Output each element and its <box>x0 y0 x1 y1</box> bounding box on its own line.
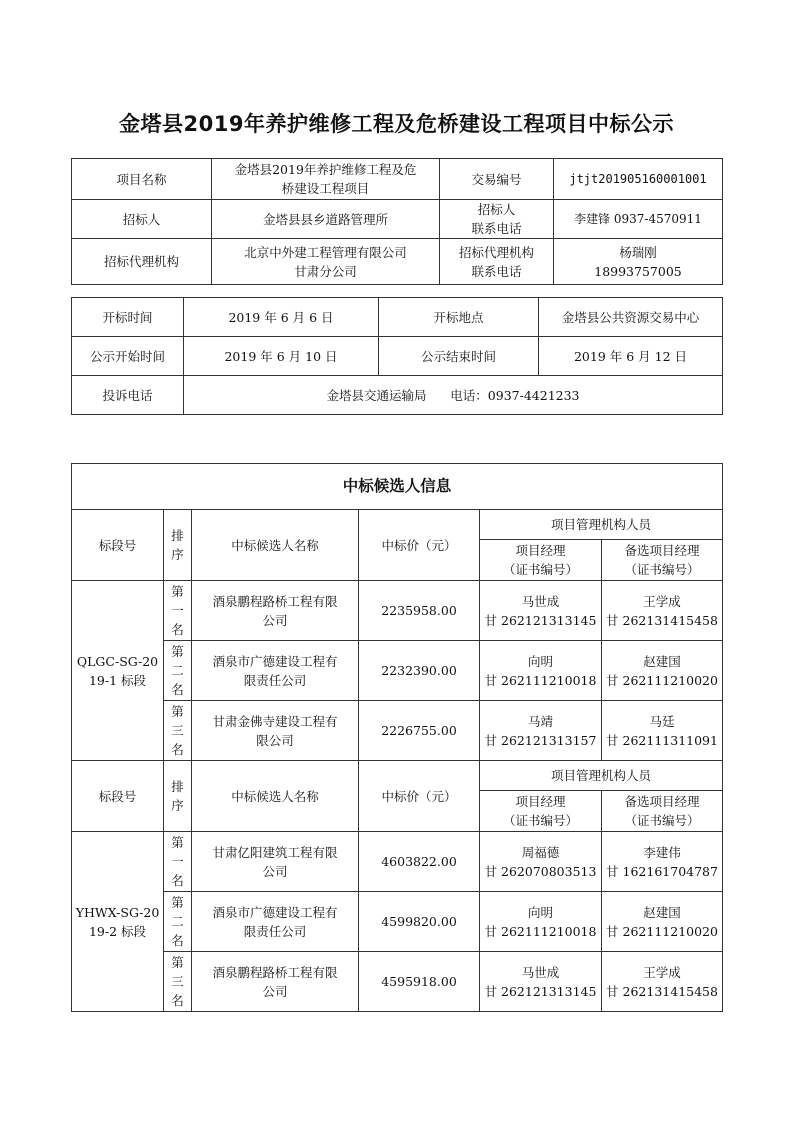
open-time-label: 开标时间 <box>72 298 184 337</box>
project-name-value: 金塔县2019年养护维修工程及危 桥建设工程项目 <box>212 159 440 200</box>
candidate-name: 酒泉鹏程路桥工程有限 公司 <box>192 952 359 1012</box>
agency-value: 北京中外建工程管理有限公司 甘肃分公司 <box>212 239 440 285</box>
project-manager: 向明 甘 262111210018 <box>480 892 602 952</box>
tenderer-row <box>72 200 723 239</box>
header-staff: 项目管理机构人员 <box>480 510 723 540</box>
header-price: 中标价（元） <box>359 510 480 581</box>
tenderer-phone-value: 李建锋 0937-4570911 <box>554 200 723 239</box>
open-place-label: 开标地点 <box>379 298 539 337</box>
agency-phone-label: 招标代理机构 联系电话 <box>440 239 554 285</box>
alt-project-manager: 李建伟 甘 162161704787 <box>602 832 723 892</box>
open-time-row <box>72 298 723 337</box>
alt-project-manager: 赵建国 甘 262111210020 <box>602 892 723 952</box>
candidate-name: 酒泉市广德建设工程有 限责任公司 <box>192 892 359 952</box>
table-row <box>72 832 723 892</box>
table-row <box>72 581 723 641</box>
alt-project-manager: 赵建国 甘 262111210020 <box>602 641 723 701</box>
bid-price: 4603822.00 <box>359 832 480 892</box>
complaint-value: 金塔县交通运输局 电话：0937-4421233 <box>184 376 723 415</box>
agency-row <box>72 239 723 285</box>
rank-cell: 第 一 名 <box>164 832 192 892</box>
notice-start-value: 2019 年 6 月 10 日 <box>184 337 379 376</box>
candidates-table <box>71 463 723 1012</box>
candidate-name: 酒泉市广德建设工程有 限责任公司 <box>192 641 359 701</box>
section2-header-row-1 <box>72 761 723 791</box>
open-time-value: 2019 年 6 月 6 日 <box>184 298 379 337</box>
header-manager: 项目经理 （证书编号） <box>480 791 602 832</box>
table-row <box>72 892 723 952</box>
rank-cell: 第 一 名 <box>164 581 192 641</box>
project-manager: 马世成 甘 262121313145 <box>480 952 602 1012</box>
tenderer-value: 金塔县县乡道路管理所 <box>212 200 440 239</box>
notice-end-value: 2019 年 6 月 12 日 <box>539 337 723 376</box>
rank-cell: 第 三 名 <box>164 952 192 1012</box>
header-manager: 项目经理 （证书编号） <box>480 540 602 581</box>
section1-header-row-1 <box>72 510 723 540</box>
agency-phone-value: 杨瑞刚 18993757005 <box>554 239 723 285</box>
bid-price: 2235958.00 <box>359 581 480 641</box>
agency-label: 招标代理机构 <box>72 239 212 285</box>
header-alt-manager: 备选项目经理 （证书编号） <box>602 791 723 832</box>
alt-project-manager: 王学成 甘 262131415458 <box>602 581 723 641</box>
tenderer-label: 招标人 <box>72 200 212 239</box>
rank-cell: 第 二 名 <box>164 892 192 952</box>
notice-start-label: 公示开始时间 <box>72 337 184 376</box>
bid-price: 2226755.00 <box>359 701 480 761</box>
project-manager: 马靖 甘 262121313157 <box>480 701 602 761</box>
header-name: 中标候选人名称 <box>192 510 359 581</box>
header-name: 中标候选人名称 <box>192 761 359 832</box>
complaint-label: 投诉电话 <box>72 376 184 415</box>
page-title: 金塔县2019年养护维修工程及危桥建设工程项目中标公示 <box>119 112 674 136</box>
open-place-value: 金塔县公共资源交易中心 <box>539 298 723 337</box>
project-manager: 周福德 甘 262070803513 <box>480 832 602 892</box>
project-name-row <box>72 159 723 200</box>
header-section: 标段号 <box>72 510 164 581</box>
alt-project-manager: 王学成 甘 262131415458 <box>602 952 723 1012</box>
project-info-table <box>71 158 723 285</box>
complaint-row <box>72 376 723 415</box>
project-manager: 向明 甘 262111210018 <box>480 641 602 701</box>
header-rank: 排 序 <box>164 510 192 581</box>
candidates-heading-row <box>72 464 723 510</box>
bid-price: 2232390.00 <box>359 641 480 701</box>
table-row <box>72 701 723 761</box>
schedule-table <box>71 297 723 415</box>
header-price: 中标价（元） <box>359 761 480 832</box>
candidates-heading: 中标候选人信息 <box>72 464 723 510</box>
section-code: YHWX-SG-20 19-2 标段 <box>72 832 164 1012</box>
alt-project-manager: 马廷 甘 262111311091 <box>602 701 723 761</box>
bid-price: 4595918.00 <box>359 952 480 1012</box>
project-manager: 马世成 甘 262121313145 <box>480 581 602 641</box>
header-alt-manager: 备选项目经理 （证书编号） <box>602 540 723 581</box>
trade-no-label: 交易编号 <box>440 159 554 200</box>
table-row <box>72 952 723 1012</box>
bid-price: 4599820.00 <box>359 892 480 952</box>
header-staff: 项目管理机构人员 <box>480 761 723 791</box>
notice-period-row <box>72 337 723 376</box>
candidate-name: 甘肃金佛寺建设工程有 限公司 <box>192 701 359 761</box>
project-name-label: 项目名称 <box>72 159 212 200</box>
notice-end-label: 公示结束时间 <box>379 337 539 376</box>
tenderer-phone-label: 招标人 联系电话 <box>440 200 554 239</box>
rank-cell: 第 三 名 <box>164 701 192 761</box>
header-rank: 排 序 <box>164 761 192 832</box>
header-section: 标段号 <box>72 761 164 832</box>
candidate-name: 酒泉鹏程路桥工程有限 公司 <box>192 581 359 641</box>
rank-cell: 第 二 名 <box>164 641 192 701</box>
trade-no-value: jtjt201905160001001 <box>554 159 723 200</box>
section-code: QLGC-SG-20 19-1 标段 <box>72 581 164 761</box>
table-row <box>72 641 723 701</box>
candidate-name: 甘肃亿阳建筑工程有限 公司 <box>192 832 359 892</box>
